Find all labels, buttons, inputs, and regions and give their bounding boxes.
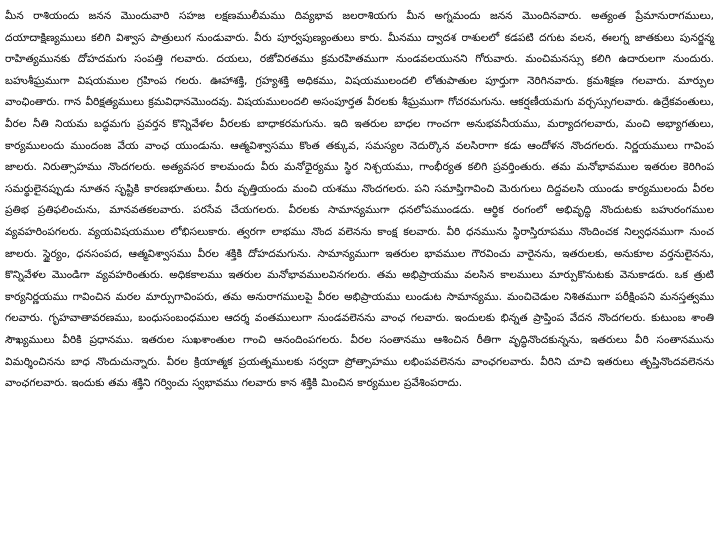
body-paragraph: మీన రాశియందు జనన మొందువారి సహజ లక్షణములీమము దివ్యభావ జలరాశియగు మీన అగ్నమందు జనన మొందినవారు. అత్యంత ప్రేమానురాగములు, దయాదాక్షిణ్యములు కలిగి విశ్వాస పాత్రులుగ నుండువారు. వీరు పూర్వపుణ్యంతులు కారు. మీనము ద్వాదశ రాశులలో కడపటి దగుట వలన, ఈలగ్న జాతకులు పునర్జన్మ రాహిత్యమునకు దోహదమగు సంపత్తి గలవారు. దయలు, రజోవిరతము క్రమరహితముగా నుండవలయునని గోరువారు. మంచిమనస్సు కలిగి ఉదారులగా నుందురు. బహుశీఘ్రముగా విషయముల గ్రహింప గలరు. ఊహాశక్తి, గ్రహ్యశక్తి అధికము, విషయములందలి లోతుపాతుల పూర్తుగా నెరిగినవారు. క్రమశిక్షణ గలవారు. మార్పుల వాంఛింతారు. గాన వీరిక్షత్యములు క్రమవిధానమొందవు. విషయములందలి అసంపూర్తత వీరలకు శీఘ్రముగా గోచరమగును. ఆకర్షణీయమగు వర్చస్సుగలవారు. ఉద్రేకవంతులు, వీరల నీతి నియమ బద్ధమగు ప్రవర్తన కొన్నివేళల వీరలకు బాధాకరమగును. ఇది ఇతరుల బాధల గాంచగా అనుభవనీయము, మర్యాదగలవారు, మంచి అభ్యాగతులు, కార్యములందు ముందంజ వేయ వాంఛ యుండును. ఆత్మవిశ్వాసము కొంత తక్కువ, సమస్యల నెదుర్కొన వలసిరాగా కడు ఆందోళన నొందగలరు. నిర్ణయములు గావింప జాలరు. నిరుత్సాహము నొందగలరు. అత్యవసర కాలమందు వీరు మనోధైర్యము స్థిర నిశ్చయము, గాంభీర్యత కలిగి ప్రవర్తింతురు. తమ మనోభావముల ఇతరుల కెరిగింప సమర్థులైనప్పుడు నూతన సృష్టికి కారణభూతులు. వీరు వృత్తియందు మంచి యశము నొందగలరు. పని సమాప్తిగావించి మెరుగులు దిద్దవలసి యుండు కార్యములందు వీరల ప్రతిభ ప్రతిఫలించును, మానవతకలవారు. పరసేవ చేయగలరు. వీరలకు సామాన్యముగా ధనలోపముండదు. ఆర్థిక రంగంలో అభివృద్ధి నొందుటకు బహురంగముల వ్యవహరింపగలరు. వ్యయవిషయముల లోభిసలుకారు. త్వరగా లాభము నొంద వలెనను కాంక్ష కలవారు. వీరి ధనమును స్థిరాస్తిరూపము నొందించక నిల్వధనముగా నుంచ జాలరు. స్థైర్యం, ధనసంపద, ఆత్మవిశ్వాసము వీరల శక్తికి దోహదమగును. సామాన్యముగా ఇతరుల భావముల గౌరవించు వారైనను, ఇతరులకు, అనుకూల వర్తనులైనను, కొన్నివేళల మొండిగా వ్యవహరింతురు. అధికకాలము ఇతరుల మనోభావములవినగలరు. తమ అభిప్రాయము వలసిన కాలములు మార్పుకొనుటకు వెనుకాడరు. ఒక త్రుటి కార్యనిర్ణయము గావించిన మరల మార్పుగావింపరు, తమ అనురాగములపై వీరల అభిప్రాయము లుండుట సామాన్యము. మంచిచెడుల నిశితముగా పరీక్షింపని మనస్తత్వము గలవారు. గృహవాతావరణము, బంధుసంబంధముల ఆదర్శ వంతములుగా నుండవలెనను వాంఛ గలవారు. ఇందులకు భిన్నత ప్రాప్తింప వేదన నొందగలరు. కుటుంబ శాంతి సౌఖ్యములు వీరికి ప్రధానము. ఇతరుల సుఖశాంతుల గాంచి ఆనందింపగలరు. వీరల సంతానము ఆశించిన రీతిగా వృద్ధినొందకున్నను, ఇతరులు వీరి సంతానమును విమర్శించినను బాధ నొందుచున్నారు. వీరల క్రియాత్మక ప్రయత్నములకు సర్వదా ప్రోత్సాహము లభింపవలెనను వాంఛగలవారు. వీరిని చూచి ఇతరులు తృప్తినొందవలెనను వాంఛగలవారు. ఇందుకు తమ శక్తిని గర్వించు స్వభావము గలవారు కాన శక్తికి మించిన కార్యముల ప్రవేశింపరాదు. (5, 10, 714, 390)
